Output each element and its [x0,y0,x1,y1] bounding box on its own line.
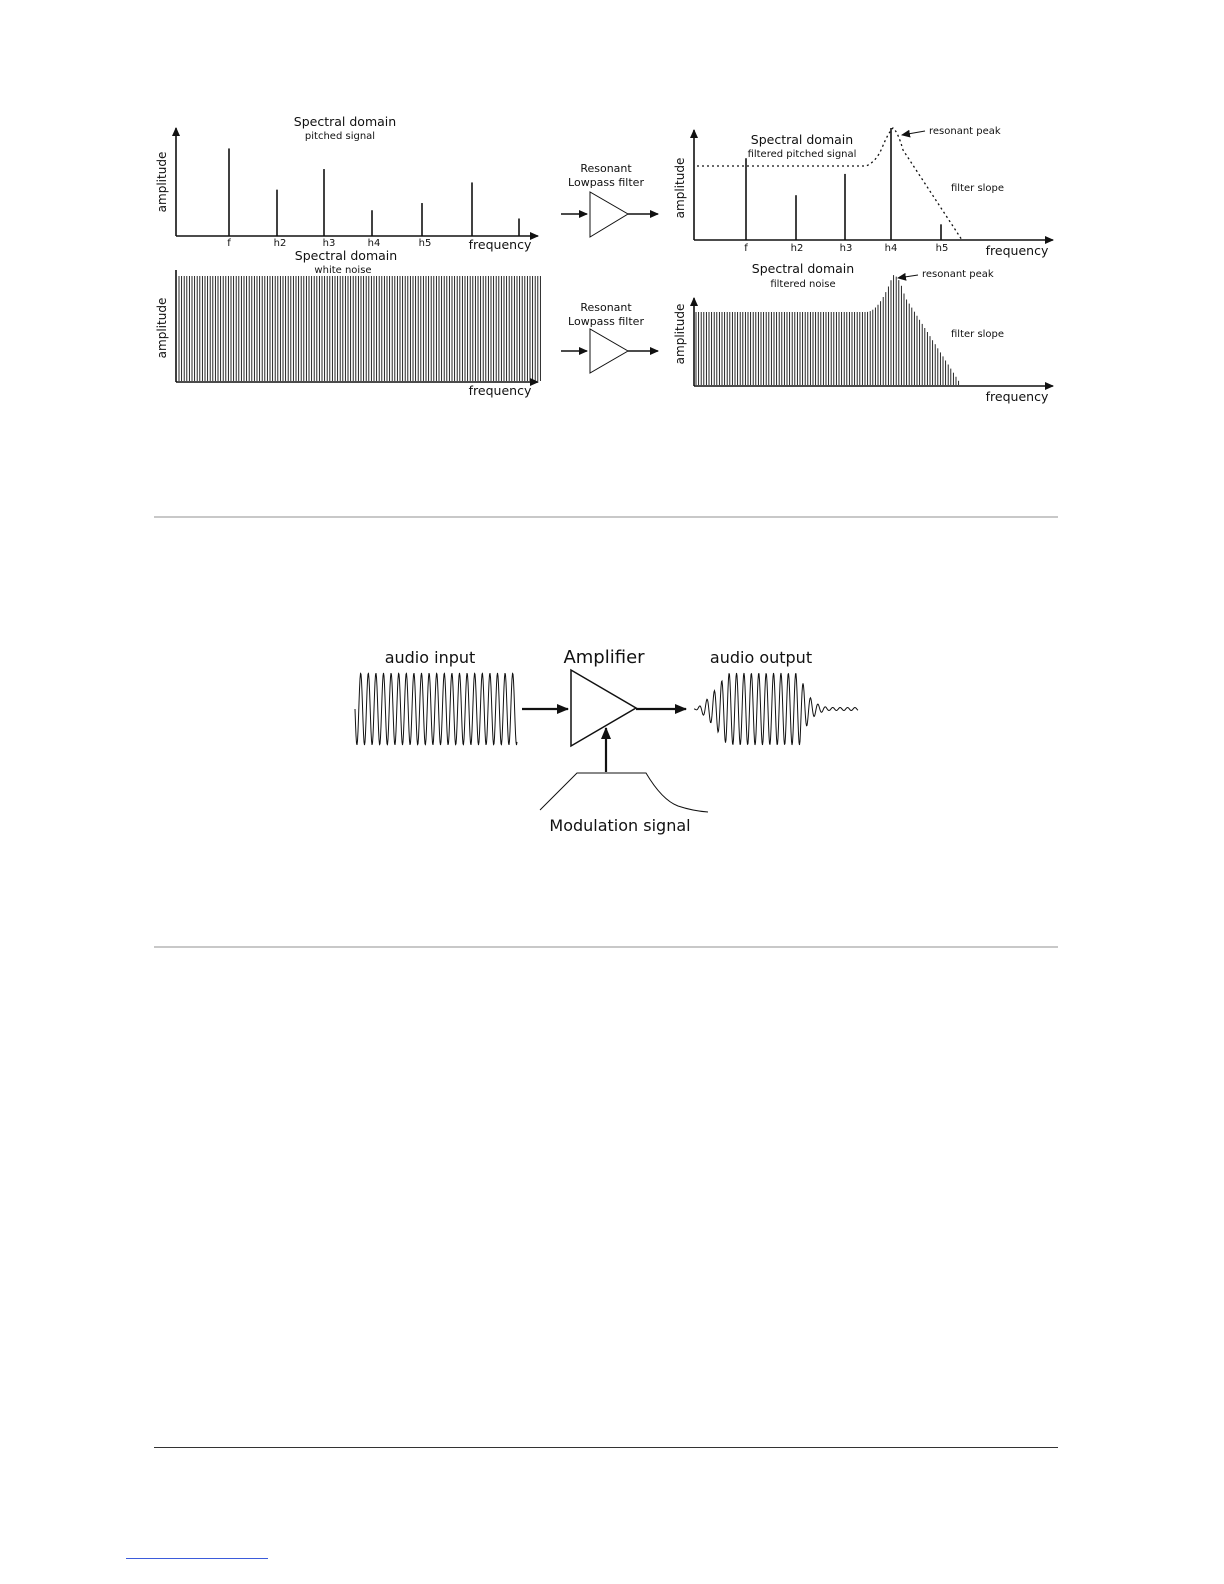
audio-input-label: audio input [384,648,476,667]
panel-subtitle: filtered noise [770,279,836,290]
x-axis-label: frequency [985,243,1049,258]
panel-title: Spectral domain [751,261,855,276]
amplifier-label: Amplifier [563,647,645,668]
tick-label-h4: h4 [884,243,898,254]
x-axis-label: frequency [468,383,532,398]
filtered-noise-panel [673,261,1053,404]
filtered-noise-bars [696,275,959,385]
panel-subtitle: pitched signal [304,131,376,142]
tick-label-h2: h2 [790,243,804,254]
section-divider [154,516,1058,518]
x-axis-label: frequency [468,237,532,252]
y-axis-label: amplitude [155,151,169,213]
tick-label-h2: h2 [273,238,287,249]
y-axis-label: amplitude [155,297,169,359]
harmonic-bars [229,148,519,236]
amplifier-modulation-diagram [0,630,1224,880]
white-noise-panel [155,248,540,398]
lowpass-filter-symbol-bottom [561,301,658,373]
tick-label-h5: h5 [935,243,949,254]
filter-slope-label: filter slope [951,329,1005,340]
modulation-signal-label: Modulation signal [549,816,691,835]
filter-label-line-2: Lowpass filter [568,176,644,189]
amplifier-triangle [571,670,636,746]
tick-label-h3: h3 [322,238,336,249]
tick-label-f: f [227,238,231,249]
filter-label-line-1: Resonant [580,162,632,175]
audio-output-label: audio output [709,648,813,667]
filter-label-line-2: Lowpass filter [568,315,644,328]
panel-title: Spectral domain [750,132,854,147]
noise-bars [179,276,540,381]
pitched-signal-panel [155,114,538,252]
tick-label-h3: h3 [839,243,853,254]
lowpass-filter-symbol-top [561,162,658,237]
tick-label-f: f [744,243,748,254]
audio-output-waveform [694,673,858,745]
resonant-peak-label: resonant peak [929,126,1001,137]
filtered-pitched-panel [673,126,1053,258]
x-axis-label: frequency [985,389,1049,404]
resonant-peak-label: resonant peak [922,269,994,280]
footer-rule [154,1447,1058,1448]
footnote-rule [126,1558,268,1559]
audio-input-waveform [355,673,517,745]
tick-label-h5: h5 [418,238,432,249]
section-divider [154,946,1058,948]
panel-subtitle: white noise [314,265,372,276]
filter-spectral-diagram [0,0,1224,420]
modulation-envelope [540,773,708,812]
panel-title: Spectral domain [294,248,398,263]
filter-slope-label: filter slope [951,183,1005,194]
tick-label-h4: h4 [367,238,381,249]
panel-title: Spectral domain [293,114,397,129]
y-axis-label: amplitude [673,157,687,219]
filter-label-line-1: Resonant [580,301,632,314]
panel-subtitle: filtered pitched signal [747,149,857,160]
y-axis-label: amplitude [673,303,687,365]
